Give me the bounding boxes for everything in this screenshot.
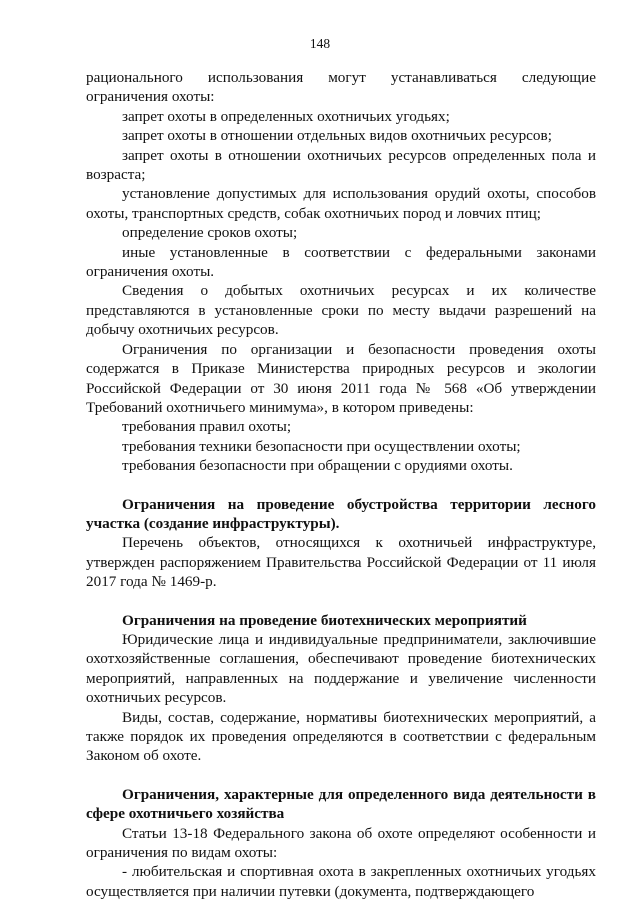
list-item: требования техники безопасности при осуществлении охоты; xyxy=(122,437,521,455)
list-item: требования безопасности при обращении с орудиями охоты. xyxy=(122,457,513,475)
list-item: установление допустимых для использования орудий охоты, способов охоты, транспортных средств, собак охотничьих пород и ловчих птиц; xyxy=(86,185,596,222)
list-item: требования правил охоты; xyxy=(122,418,292,436)
page-number: 148 xyxy=(309,36,331,51)
paragraph: Виды, состав, содержание, нормативы биотехнических мероприятий, а также порядок их проведения определяются в соответствии с федеральным Законом об охоте. xyxy=(86,708,596,765)
list-item: определение сроков охоты; xyxy=(122,224,298,242)
list-item: запрет охоты в отношении охотничьих ресурсов определенных пола и возраста; xyxy=(86,146,596,184)
paragraph: - любительская и спортивная охота в закрепленных охотничьих угодьях осуществляется при наличии путевки (документа, подтверждающего xyxy=(86,863,596,900)
document-body xyxy=(86,68,596,901)
section-heading-activity-restrictions: Ограничения, характерные для определенного вида деятельности в сфере охотничьего хозяйства xyxy=(86,785,596,823)
list-item: запрет охоты в определенных охотничьих угодьях; xyxy=(122,107,450,125)
section-heading-biotechnical: Ограничения на проведение биотехнических мероприятий xyxy=(122,611,527,629)
section-spacer xyxy=(86,766,596,785)
list-item: иные установленные в соответствии с федеральными законами ограничения охоты. xyxy=(86,243,596,281)
section-spacer xyxy=(86,476,596,495)
section-heading-infrastructure: Ограничения на проведение обустройства территории лесного участка (создание инфраструктуры). xyxy=(86,495,596,532)
paragraph: Перечень объектов, относящихся к охотничьей инфраструктуре, утвержден распоряжением Правительства Российской Федерации от 11 июля 2017 года № 1469-р. xyxy=(86,534,596,591)
paragraph: Сведения о добытых охотничьих ресурсах и их количестве представляются в установленные сроки по месту выдачи разрешений на добычу охотничьих ресурсов. xyxy=(86,282,596,339)
paragraph: Юридические лица и индивидуальные предприниматели, заключившие охотхозяйственные соглашения, обеспечивают проведение биотехнических мероприятий, направленных на поддержание и увеличение численности охотничьих ресурсов. xyxy=(86,630,596,707)
list-item: запрет охоты в отношении отдельных видов охотничьих ресурсов; xyxy=(122,127,552,145)
paragraph: Ограничения по организации и безопасности проведения охоты содержатся в Приказе Министерства природных ресурсов и экологии Российской Федерации от 30 июня 2011 года № 568 «Об утверждении Требований охотничьего минимума», в котором приведены: xyxy=(86,340,596,416)
section-spacer xyxy=(86,592,596,611)
paragraph: рационального использования могут устанавливаться следующие ограничения охоты: xyxy=(86,69,596,106)
paragraph: Статьи 13-18 Федерального закона об охоте определяют особенности и ограничения по видам охоты: xyxy=(86,824,596,862)
